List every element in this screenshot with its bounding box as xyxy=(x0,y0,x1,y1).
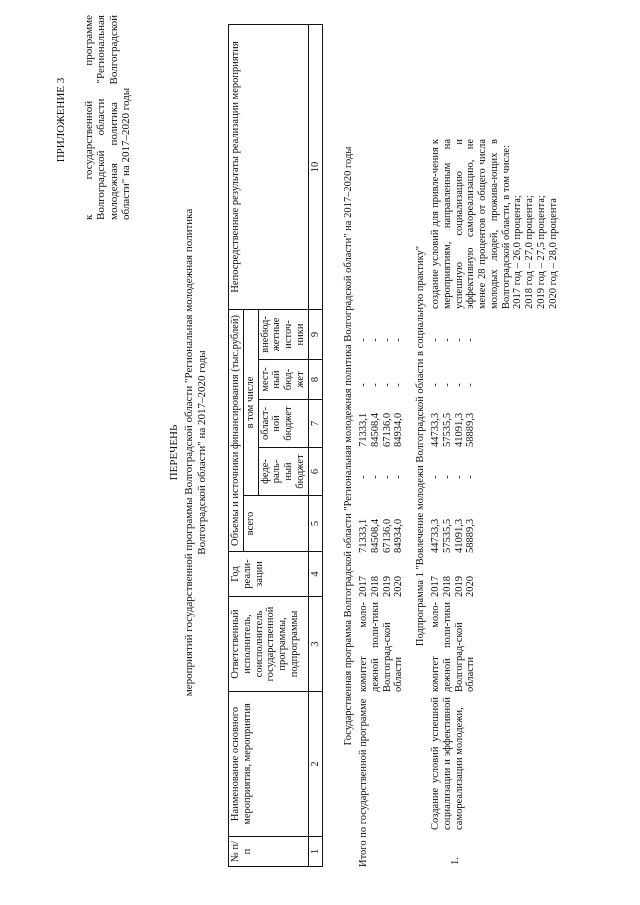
amount-value: - xyxy=(358,338,369,342)
header-executor: Ответственный исполнитель, соисполнитель государственной программы, подпрограммы xyxy=(229,597,309,692)
subprogram-title: Подпрограмма 1 "Вовлечение молодежи Волгоградской области в социальную практику" xyxy=(415,245,426,647)
header-name: Наименование основного мероприятия, мероприятия xyxy=(229,692,309,837)
row1-num: 1. xyxy=(450,857,461,865)
header-extra: внебюд-жетные источ-ники xyxy=(258,309,308,359)
amount-value: - xyxy=(430,475,441,479)
amount-value: - xyxy=(381,475,393,479)
row1-regional xyxy=(430,399,477,447)
header-regional: област-ной бюджет xyxy=(258,400,308,448)
result-text: создание условий для привле-чения к мероприятиям, направленным на успешную социализацию и эффективную самореализацию, не менее 28 процентов от общего числа молодых людей, прожива-ющих в Волгоградской области, в том числе: xyxy=(430,139,512,309)
col-number: 4 xyxy=(308,552,323,597)
amount-value: - xyxy=(453,338,465,342)
result-year-line: 2020 год – 28,0 процента xyxy=(547,198,559,309)
total-row-regional xyxy=(358,399,405,447)
heading-line-2: Волгоградской области" на 2017–2020 годы xyxy=(196,350,208,555)
amount-value: - xyxy=(381,383,393,387)
amount-value: 58889,3 xyxy=(465,518,477,553)
amount-value: 57535,5 xyxy=(441,518,453,553)
amount-value: - xyxy=(465,338,477,342)
amount-value: 44733,3 xyxy=(430,518,441,553)
result-year-line: 2019 год – 27,5 процента; xyxy=(535,195,547,309)
header-funding: Объемы и источники финансирования (тыс.рублей) xyxy=(229,309,244,551)
amount-value: 44733,3 xyxy=(430,412,441,447)
amount-value: - xyxy=(369,475,381,479)
amount-value: 41091,3 xyxy=(453,412,465,447)
amount-value: - xyxy=(393,383,405,387)
row1-executor: комитет моло-дежной поли-тики Волгоград-ской области xyxy=(430,602,477,692)
total-row-executor: комитет моло-дежной поли-тики Волгоград-ской области xyxy=(358,602,405,692)
amount-value: - xyxy=(358,383,369,387)
header-row-1 xyxy=(229,24,244,866)
amount-value: - xyxy=(369,338,381,342)
amount-value: 84934,0 xyxy=(393,412,405,447)
col-number: 10 xyxy=(308,24,323,309)
row1-extra xyxy=(430,315,477,365)
amount-value: 71333,1 xyxy=(358,518,369,553)
column-numbers-row xyxy=(308,24,323,866)
col-number: 9 xyxy=(308,309,323,359)
total-row-total xyxy=(358,497,405,553)
amount-value: 58889,3 xyxy=(465,412,477,447)
header-year: Год реали-зации xyxy=(229,552,309,597)
amount-value: - xyxy=(430,383,441,387)
heading-line-1: мероприятий государственной программы Волгоградской области "Региональная молодежная политика xyxy=(183,208,195,697)
year-value: 2019 xyxy=(453,576,465,597)
row1-name: Создание условий успешной социализации и эффективной самореализации молодежи, xyxy=(430,697,465,830)
total-row-extra xyxy=(358,315,405,365)
amount-value: 84508,4 xyxy=(369,518,381,553)
amount-value: 57535,5 xyxy=(441,412,453,447)
appendix-text: к государственной программе Волгоградской области "Региональная молодежная политика Волгоградской области" на 2017–2020 годы xyxy=(83,15,132,220)
year-value: 2020 xyxy=(465,576,477,597)
header-num: № п/п xyxy=(229,837,309,867)
row1-total xyxy=(430,497,477,553)
col-number: 2 xyxy=(308,692,323,837)
page-title: ПЕРЕЧЕНЬ xyxy=(168,424,180,481)
amount-value: - xyxy=(369,383,381,387)
total-row-years xyxy=(358,552,405,597)
amount-value: 84934,0 xyxy=(393,518,405,553)
year-value: 2017 xyxy=(430,576,441,597)
year-value: 2017 xyxy=(358,576,369,597)
result-year-line: 2017 год – 26,0 процента; xyxy=(512,195,524,309)
amount-value: 71333,1 xyxy=(358,412,369,447)
amount-value: - xyxy=(441,475,453,479)
year-value: 2018 xyxy=(441,576,453,597)
row1-federal xyxy=(430,453,477,501)
col-number: 8 xyxy=(308,360,323,400)
amount-value: - xyxy=(453,383,465,387)
amount-value: - xyxy=(381,338,393,342)
row1-years xyxy=(430,552,477,597)
amount-value: - xyxy=(441,338,453,342)
amount-value: - xyxy=(441,383,453,387)
amount-value: - xyxy=(453,475,465,479)
header-total: всего xyxy=(243,496,308,552)
col-number: 1 xyxy=(308,837,323,867)
col-number: 3 xyxy=(308,597,323,692)
amount-value: 84508,4 xyxy=(369,412,381,447)
total-row-federal xyxy=(358,453,405,501)
program-title: Государственная программа Волгоградской области "Региональная молодежная политика Волгоградской области" на 2017–2020 годы xyxy=(343,146,354,746)
col-number: 5 xyxy=(308,496,323,552)
year-value: 2019 xyxy=(381,576,393,597)
amount-value: 41091,3 xyxy=(453,518,465,553)
total-row-name: Итого по государственной программе xyxy=(358,698,369,867)
total-row-local xyxy=(358,365,405,405)
amount-value: - xyxy=(465,475,477,479)
header-federal: феде-раль-ный бюджет xyxy=(258,448,308,496)
amount-value: - xyxy=(465,383,477,387)
appendix-title: ПРИЛОЖЕНИЕ 3 xyxy=(55,77,67,163)
year-value: 2018 xyxy=(369,576,381,597)
row1-local xyxy=(430,365,477,405)
amount-value: 67136,0 xyxy=(381,518,393,553)
header-results: Непосредственные результаты реализации мероприятия xyxy=(229,24,309,309)
result-year-line: 2018 год – 27,0 процента; xyxy=(524,195,535,309)
amount-value: - xyxy=(358,475,369,479)
header-local: мест-ный бюд-жет xyxy=(258,360,308,400)
year-value: 2020 xyxy=(393,576,405,597)
col-number: 6 xyxy=(308,448,323,496)
header-in-that-number: в том числе xyxy=(243,309,258,495)
row1-result xyxy=(430,139,559,309)
amount-value: - xyxy=(393,475,405,479)
amount-value: 67136,0 xyxy=(381,412,393,447)
amount-value: - xyxy=(430,338,441,342)
col-number: 7 xyxy=(308,400,323,448)
measures-table xyxy=(228,24,323,867)
amount-value: - xyxy=(393,338,405,342)
